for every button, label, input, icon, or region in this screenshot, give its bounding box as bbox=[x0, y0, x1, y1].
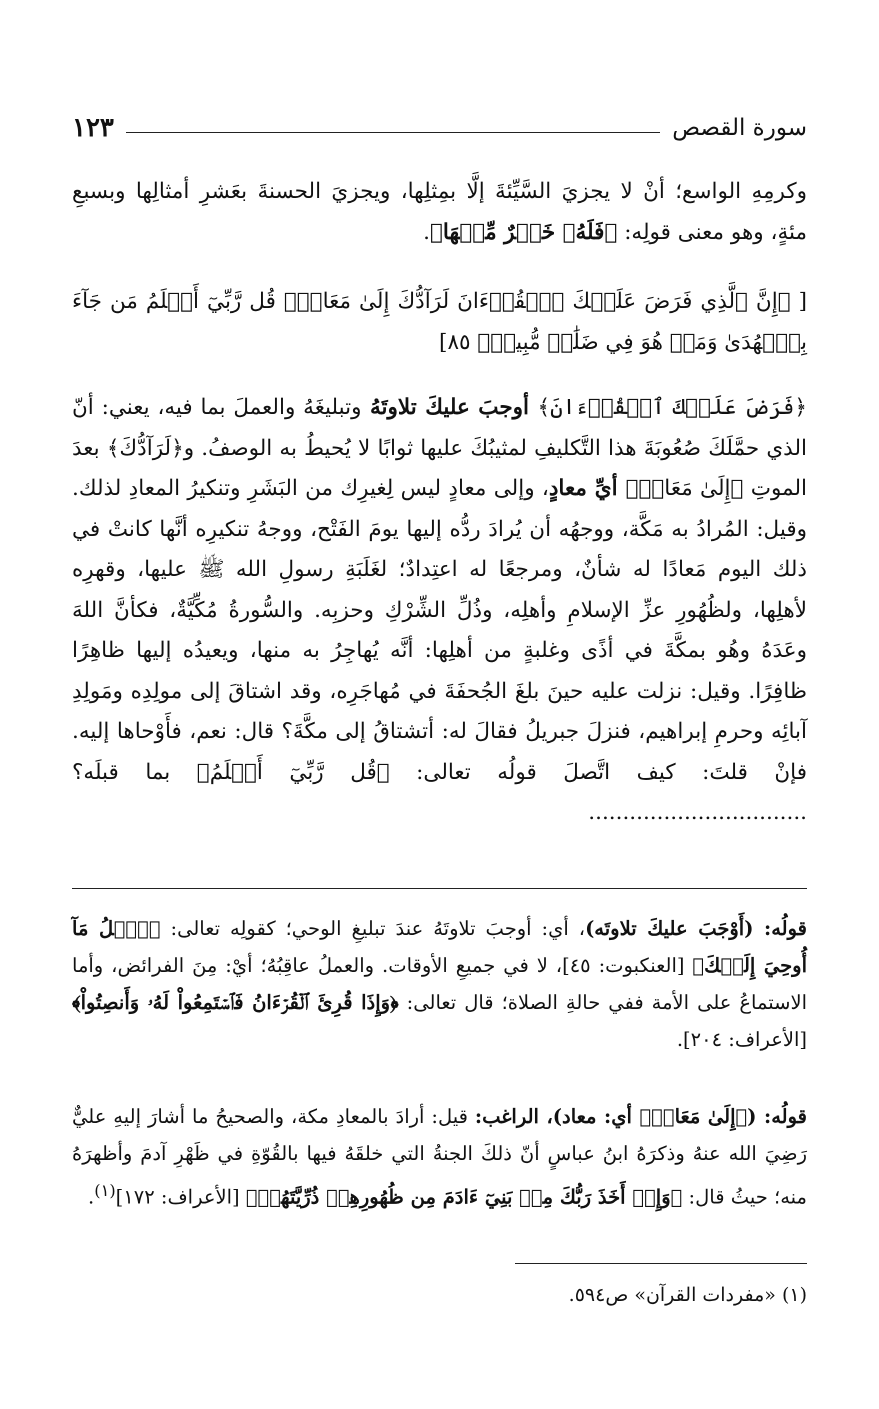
quran-quote: ﴿ٱتۡلُ مَآ أُوحِيَ إِلَيۡكَ﴾ bbox=[72, 917, 807, 977]
commentary-lead: أي: معاد)، الراغب: bbox=[474, 1105, 640, 1128]
header-rule bbox=[126, 132, 660, 133]
footnote-separator bbox=[515, 1263, 807, 1264]
footnote-ref: (١) bbox=[94, 1181, 116, 1200]
continuation-dots: ................................ bbox=[588, 800, 807, 825]
quran-quote: ﴿قُل رَّبِّيٓ أَعۡلَمُ﴾ bbox=[196, 759, 390, 785]
commentary-text: [الأعراف: ٢٠٤]. bbox=[676, 1028, 807, 1051]
commentary-text: ، أي: أوجبَ تلاوتَهُ عندَ تبليغِ الوحي؛ كقولِه تعالى: bbox=[160, 917, 586, 940]
page-header bbox=[72, 108, 807, 148]
verse-bracket-close: ] bbox=[439, 329, 448, 355]
quran-quote: ﴿إِلَىٰ مَعَادٖ﴾ bbox=[639, 1105, 748, 1128]
commentary-separator bbox=[72, 888, 807, 889]
para1-text: وكرمِهِ الواسع؛ أنْ لا يجزيَ السَّيِّئةَ إلَّا بمِثلِها، ويجزيَ الحسنةَ بعَشرِ أمثالِها وبسبعِ مئةٍ، وهو معنى قولِه: bbox=[72, 179, 807, 245]
quran-quote: ﴿وَإِذۡ أَخَذَ رَبُّكَ مِنۢ بَنِيٓ ءَادَمَ مِن ظُهُورِهِمۡ ذُرِّيَّتَهُمۡ﴾ bbox=[245, 1185, 683, 1209]
body-text: وتبليغَهُ والعملَ بما فيه، يعني: أنّ الذي حمَّلَكَ صُعُوبَةَ هذا التَّكليفِ لمثيبُكَ عليها ثوابًا لا يُحيطُ به الوصفُ. و bbox=[72, 395, 807, 461]
bold-gloss: أوجبَ عليكَ تلاوتَهُ bbox=[361, 395, 538, 420]
verse-text: ﴿إِنَّ ٱلَّذِي فَرَضَ عَلَيۡكَ ٱلۡقُرۡءَانَ لَرَآدُّكَ إِلَىٰ مَعَادٖۚ قُل رَّبِّيٓ أَعۡلَمُ مَن جَآءَ بِٱلۡهُدَىٰ وَمَنۡ هُوَ فِي ضَلَٰلٖ مُّبِينٖ﴾ bbox=[72, 289, 807, 355]
body-text: ، وإلى معادٍ ليس لِغيرِك من البَشَرِ وتنكيرُ المعادِ لذلك. وقيل: المُرادُ به مَكَّة، ووجهُه أن يُرادَ ردُّه إليها يومَ الفَتْح، ووجهُ تنكيرِه أنَّها كانتْ في ذلك اليوم مَعادًا له شأنٌ، ومرجعًا له اعتِدادٌ؛ لغَلَبَةِ رسولِ الله ﷺ عليها، وقهرِه لأهلِها، ولظُهُورِ عزِّ الإسلامِ وأهلِه، وذُلِّ الشِّرْكِ وحزبِه. والسُّورةُ مُكِّيَّةٌ، فكأنَّ اللهَ وعَدَهُ وهُو بمكَّةَ في أذًى وغلبةٍ من أهلِها: أنَّه يُهاجِرُ به منها، ويعيدُه إليها ظاهِرًا ظافِرًا. وقيل: نزلت عليه حينَ بلغَ الجُحفَةَ في مُهاجَرِه، وقد اشتاقَ إلى مولِدِه ومَولِدِ آبائِه وحرمِ إبراهيم، فنزلَ جبريلُ فقالَ له: أتشتاقُ إلى مكَّةَ؟ قال: نعم، فأَوْحاها إليه. فإنْ قلتَ: كيف اتَّصلَ قولُه تعالى: bbox=[72, 476, 807, 785]
surah-title: سورة القصص bbox=[672, 115, 807, 141]
commentary-end: . bbox=[88, 1185, 95, 1209]
main-paragraph-3 bbox=[72, 388, 807, 834]
body-text: بما قبلَه؟ bbox=[72, 759, 197, 785]
body-text: بعدَ الموتِ bbox=[72, 435, 808, 501]
quran-quote: ﴿فَرَضَ عَلَيۡكَ ٱلۡقُرۡءَانَ﴾ bbox=[537, 395, 807, 420]
quran-quote: ﴿فَلَهُۥ خَيۡرٌ مِّنۡهَا﴾ bbox=[430, 219, 618, 245]
verse-number: ٨٥ bbox=[447, 329, 471, 355]
verse-bracket-open: [ bbox=[798, 289, 807, 314]
commentary-paragraph-2 bbox=[72, 1098, 807, 1216]
footnote bbox=[72, 1280, 807, 1310]
commentary-lead: قولُه: (أَوْجَبَ عليكَ تلاوتَه) bbox=[585, 917, 808, 940]
commentary-text: [الأعراف: ١٧٢] bbox=[115, 1185, 246, 1209]
quran-quote: ﴿إِلَىٰ مَعَادٖ﴾ bbox=[625, 476, 744, 501]
para1-end: . bbox=[423, 219, 431, 245]
footnote-text: (١) «مفردات القرآن» ص٥٩٤. bbox=[568, 1284, 807, 1306]
quran-quote: ﴿وَإِذَا قُرِئَ ٱلۡقُرۡءَانُ فَٱسۡتَمِعُواْ لَهُۥ وَأَنصِتُواْ﴾ bbox=[72, 991, 399, 1014]
page-number: ١٢٣ bbox=[72, 113, 114, 143]
quran-quote: ﴿لَرَآدُّكَ﴾ bbox=[106, 435, 184, 461]
verse-block bbox=[72, 282, 807, 363]
commentary-lead: قولُه: ( bbox=[747, 1105, 807, 1128]
commentary-paragraph-1 bbox=[72, 910, 807, 1058]
commentary-text: [العنكبوت: ٤٥]، لا في جميعِ الأوقات. والعملُ عاقِبُهُ؛ أيْ: مِنَ الفرائض، وأما الاستماعُ على الأمة ففي حالةِ الصلاة؛ قال تعالى: bbox=[72, 954, 807, 1014]
commentary-text: قيل: أرادَ بالمعادِ مكة، والصحيحُ ما أشارَ إليهِ عليٌّ رَضِيَ الله عنهُ وذكرَهُ ابنُ عباسٍ أنّ ذلكَ الجنةُ التي خلقَهُ فيها بالقُوّةِ في ظَهْرِ آدمَ وأظهرَهُ منه؛ حيثُ قال: bbox=[72, 1105, 807, 1209]
bold-gloss: أيِّ معادٍ bbox=[548, 476, 626, 501]
main-paragraph-1 bbox=[72, 172, 807, 253]
